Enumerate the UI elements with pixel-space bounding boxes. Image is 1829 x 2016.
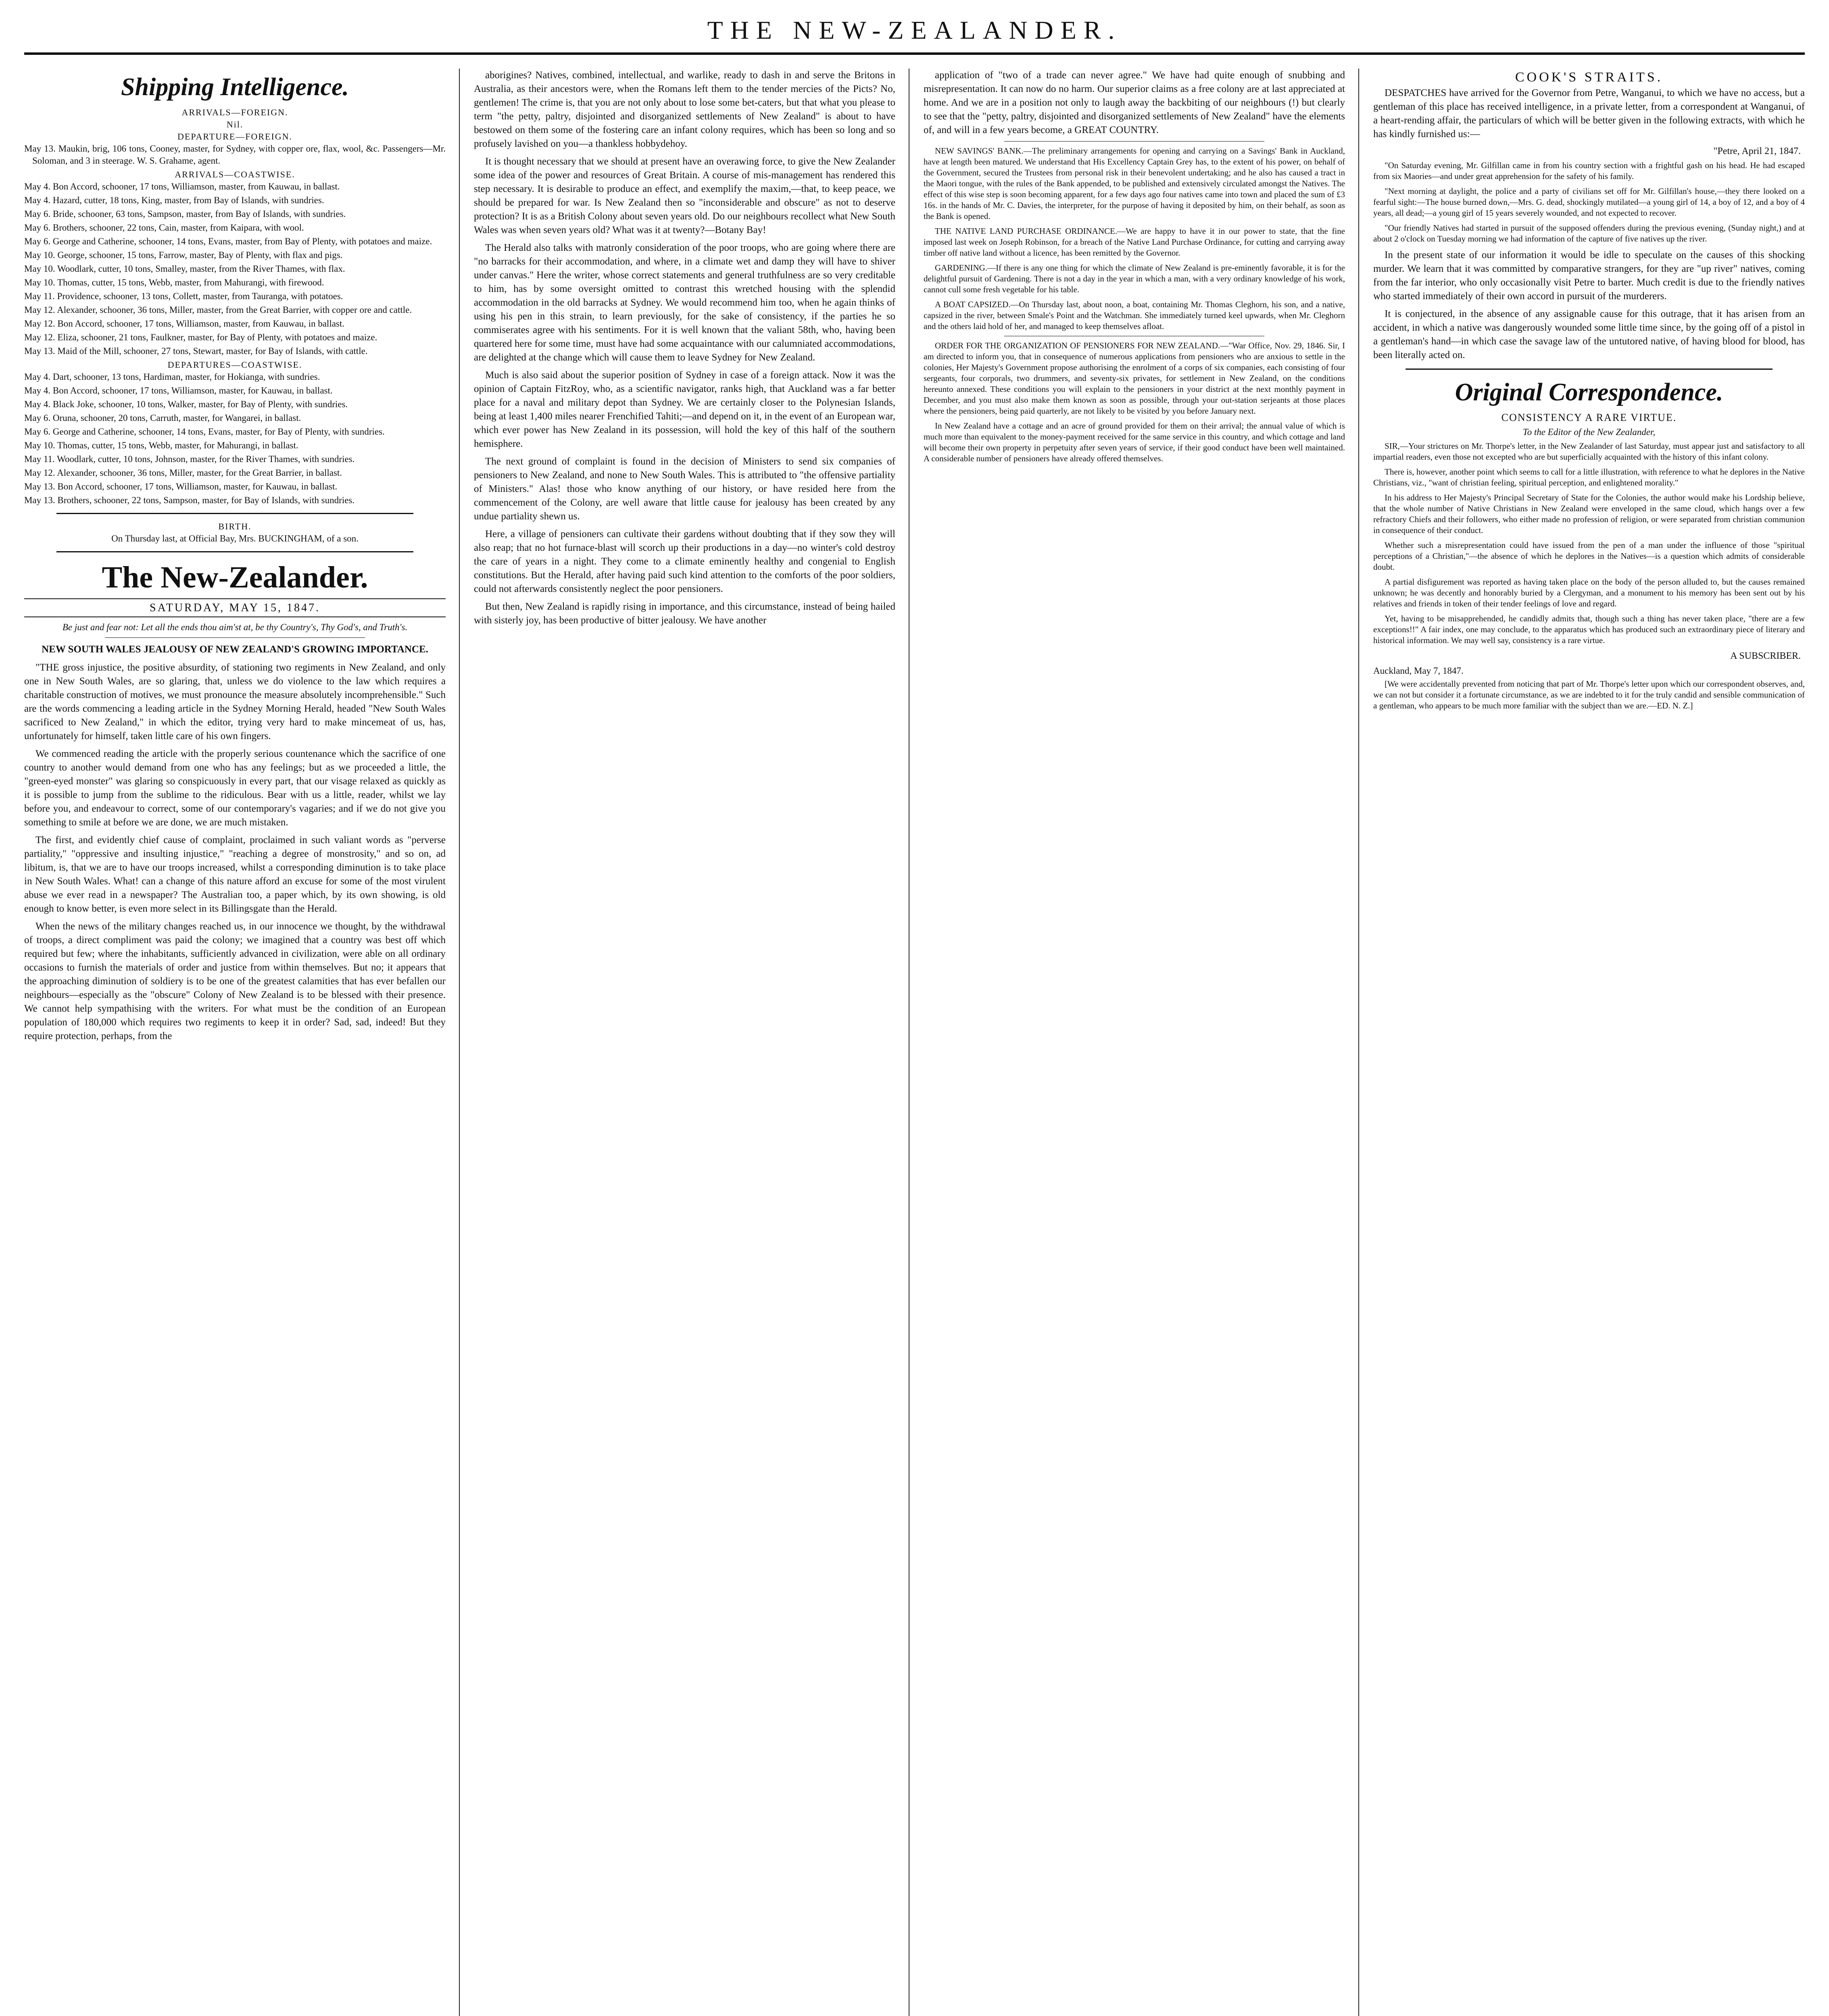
birth-heading: BIRTH. <box>218 521 252 531</box>
list-item: May 6. George and Catherine, schooner, 14 tons, Evans, master, for Bay of Plenty, with sundries. <box>24 427 385 437</box>
article-paragraph: The first, and evidently chief cause of complaint, proclaimed in such valiant words as "perverse partiality," "oppressive and insulting injustice," "reaching a degree of monstrosity," and so on, ad libitum, is, that we are to have our troops increased, whilst a corresponding diminution is to take place in New South Wales. What! can a change of this nature afford an excuse for some of the most virulent abuse we ever read in a newspaper? The Australian too, a paper which, by its own showing, is old enough to know better, is even more select in its Billingsgate than the Herald. <box>24 835 446 914</box>
article-paragraph: aborigines? Natives, combined, intellectual, and warlike, ready to dash in and serve the Britons in Australia, as their ancestors were, when the Romans left them to the tender mercies of the Picts? No, gentlemen! The crime is, that you are not only about to lose some bet-caters, but that what you please to term "the petty, paltry, disjointed and disorganized settlements of New Zealand" is about to have bestowed on them some of the fostering care an infant colony requires, which has been so long and so profusely lavished on you—a thankless hobbydehoy. <box>474 70 895 149</box>
letter-paragraph: Yet, having to be misapprehended, he candidly admits that, though such a thing has never taken place, "there are a few exceptions!!" A fair index, one may conclude, to the apparatus which has produced such an extraordinary piece of literary and historical information. We may well say, consistency is a rare virtue. <box>1373 614 1805 645</box>
list-item: May 11. Providence, schooner, 13 tons, Collett, master, from Tauranga, with potatoes. <box>24 291 343 301</box>
article-paragraph: In the present state of our information it would be idle to speculate on the causes of this shocking murder. We learn that it was committed by comparative strangers, for they are "up river" natives, coming from the far interior, who only occasionally visit Petre to barter. Much credit is due to the friendly natives who started immediately of their own accord in pursuit of the murderers. <box>1373 250 1805 302</box>
list-item: May 10. Thomas, cutter, 15 tons, Webb, master, from Mahurangi, with firewood. <box>24 277 324 287</box>
list-item: May 12. Bon Accord, schooner, 17 tons, Williamson, master, from Kauwau, in ballast. <box>24 319 345 329</box>
letter-paragraph: SIR,—Your strictures on Mr. Thorpe's letter, in the New Zealander of last Saturday, must appear just and satisfactory to all impartial readers, even those not excepted who are but superficially acquainted with the history of this infant colony. <box>1373 441 1805 462</box>
article-paragraph: The next ground of complaint is found in the decision of Ministers to send six companies of pensioners to New Zealand, and none to New South Wales. This is attributed to "the offensive partiality of Ministers." Alas! those who know anything of our history, or have resided here from the commencement of the Colony, are well aware that little cause for jealousy has been created by any undue partiality shewn us. <box>474 456 895 522</box>
article-headline: NEW SOUTH WALES JEALOUSY OF NEW ZEALAND'S GROWING IMPORTANCE. <box>42 644 428 655</box>
article-paragraph: application of "two of a trade can never agree." We have had quite enough of snubbing and misrepresentation. It can now do no harm. Our superior claims as a free colony are at last appreciated at home. And we are in a position not only to laugh away the backbiting of our neighbours (!) but clearly to see that the "petty, paltry, disjointed and disorganized settlements of New Zealand" have the elements of, and will in a few years become, a GREAT COUNTRY. <box>924 70 1345 135</box>
list-item: May 10. George, schooner, 15 tons, Farrow, master, Bay of Plenty, with flax and pigs. <box>24 250 343 260</box>
list-item: May 11. Woodlark, cutter, 10 tons, Johnson, master, for the River Thames, with sundries. <box>24 454 355 464</box>
shipping-heading: Shipping Intelligence. <box>121 73 349 101</box>
paper-title: The New-Zealander. <box>102 560 368 594</box>
column-rule <box>1358 69 1359 2016</box>
departures-coastwise-heading: DEPARTURES—COASTWISE. <box>167 360 302 370</box>
departure-entry: May 13. Maukin, brig, 106 tons, Cooney, master, for Sydney, with copper ore, flax, wool, &c. Passengers—Mr. Soloman, and 3 in steerage. W. S. Grahame, agent. <box>24 144 446 166</box>
letter-headline: CONSISTENCY A RARE VIRTUE. <box>1501 412 1677 423</box>
divider <box>1406 369 1773 370</box>
letter-signature: A SUBSCRIBER. <box>1730 651 1801 661</box>
article-paragraph: But then, New Zealand is rapidly rising in importance, and this circumstance, instead of being hailed with sisterly joy, has been productive of bitter jealousy. We have another <box>474 601 895 626</box>
departure-foreign-heading: DEPARTURE—FOREIGN. <box>177 131 293 142</box>
cook-straits-heading: COOK'S STRAITS. <box>1515 70 1663 85</box>
article-paragraph: Here, a village of pensioners can cultivate their gardens without doubting that if they sow they will also reap; that no hot furnace-blast will scorch up their productions in a day—no winter's cold destroy the care of years in a night. They come to a climate eminently healthy and congenial to English constitutions. But the Herald, after having paid such kind attention to the comforts of the poor soldiers, could not afterwards consistently neglect the poor pensioners. <box>474 529 895 594</box>
list-item: May 10. Thomas, cutter, 15 tons, Webb, master, for Mahurangi, in ballast. <box>24 440 298 450</box>
editor-note: [We were accidentally prevented from noticing that part of Mr. Thorpe's letter upon which our correspondent observes, and, we can not but consider it a fortunate circumstance, as we are indebted to it for the truly candid and sensible communication of a gentleman, who appears to be much more familiar with the subject than we are.—ED. N. Z.] <box>1373 679 1805 710</box>
list-item: May 13. Maid of the Mill, schooner, 27 tons, Stewart, master, for Bay of Islands, with cattle. <box>24 346 368 356</box>
divider <box>56 513 413 514</box>
list-item: May 12. Alexander, schooner, 36 tons, Miller, master, for the Great Barrier, in ballast. <box>24 468 342 478</box>
letter-paragraph: In his address to Her Majesty's Principal Secretary of State for the Colonies, the author would make his Lordship believe, that the whole number of Native Christians in New Zealand were enveloped in the same cloud, which hangs over a few refractory Chiefs and their followers, who either made no profession of religion, or were separated from christian communion in consequence of their conduct. <box>1373 493 1805 535</box>
list-item: May 4. Bon Accord, schooner, 17 tons, Williamson, master, from Kauwau, in ballast. <box>24 181 340 192</box>
column-2 <box>474 69 895 2016</box>
divider <box>1004 141 1264 142</box>
letter-paragraph: "Our friendly Natives had started in pursuit of the supposed offenders during the previous evening, (Sunday night,) and at about 2 o'clock on Tuesday morning we had information of the capture of five natives up the river. <box>1373 223 1805 244</box>
article-paragraph: When the news of the military changes reached us, in our innocence we thought, by the withdrawal of troops, a direct compliment was paid the colony; we imagined that a country was best off which required but few; where the inhabitants, sufficiently advanced in civilization, were able on all ordinary occasions to furnish the materials of order and justice from within themselves. But no; it appears that the approaching diminution of soldiery is to be one of the greatest calamities that has ever befallen our neighbours—especially as the "obscure" Colony of New Zealand is to be blessed with their presence. We cannot help sympathising with the writers. For what must be the condition of an European population of 180,000 which requires two regiments to keep it in order? Sad, sad, indeed! But they require protection, perhaps, from the <box>24 921 446 1041</box>
motto: Be just and fear not: Let all the ends thou aim'st at, be thy Country's, Thy God's, and Truth's. <box>62 622 408 632</box>
article-paragraph: It is conjectured, in the absence of any assignable cause for this outrage, that it has arisen from an accident, in which a native was dangerously wounded some little time since, by the going off of a pistol in a gentleman's hand—in which case the savage law of the untutored native, of having blood for blood, has been literally acted on. <box>1373 308 1805 360</box>
issue-date: SATURDAY, MAY 15, 1847. <box>24 598 446 617</box>
article-paragraph: "THE gross injustice, the positive absurdity, of stationing two regiments in New Zealand, and only one in New South Wales, are so glaring, that, unless we do violence to the law which requires a charitable construction of motives, we must pronounce the measure absolutely incomprehensible." Such are the words commencing a leading article in the Sydney Morning Herald, headed "New South Wales sacrificed to New Zealand," in which the editor, trying very hard to make mincemeat of us, has, unfortunately for himself, taken little care of his own fingers. <box>24 662 446 741</box>
news-item: NEW SAVINGS' BANK.—The preliminary arrangements for opening and carrying on a Savings' Bank in Auckland, have at length been matured. We understand that His Excellency Captain Grey has, to the extent of his power, on behalf of the Government, secured the Trustees from personal risk in their benevolent undertaking; and he also has caused a tract in the Maori tongue, with the rules of the Bank appended, to be published and extensively circulated amongst the Natives. The effect of this wise step is soon becoming apparent, for a few days ago four natives came into town and placed the sum of £3 16s. in the hands of Mr. C. Davies, the interpreter, for the purpose of having it deposited by him, on their behalf, as soon as the Bank is opened. <box>924 146 1345 221</box>
news-item: A BOAT CAPSIZED.—On Thursday last, about noon, a boat, containing Mr. Thomas Cleghorn, his son, and a native, capsized in the river, between Smale's Point and the Watchman. She immediately turned keel upwards, when Mr. Cleghorn and the others laid hold of her, and managed to keep themselves afloat. <box>924 300 1345 331</box>
nil-text: Nil. <box>226 119 244 129</box>
letter-paragraph: Whether such a misrepresentation could have issued from the pen of a man under the influence of those "spiritual perceptions of a Christian,"—the absence of which he deplores in the Natives—is a question which admits of considerable doubt. <box>1373 540 1805 572</box>
article-paragraph: Much is also said about the superior position of Sydney in case of a foreign attack. Now it was the opinion of Captain FitzRoy, who, as a scientific navigator, ranks high, that Auckland was a far better place for a naval and military depot than Sydney. We are certainly closer to the Polynesian Islands, being at least 1,400 miles nearer Frenchified Tahiti;—and depend on it, in the event of an European war, which ever power has New Zealand in its possession, will hold the key of this half of the southern hemisphere. <box>474 370 895 449</box>
list-item: May 6. George and Catherine, schooner, 14 tons, Evans, master, from Bay of Plenty, with potatoes and maize. <box>24 236 432 246</box>
arrivals-list <box>24 181 446 357</box>
list-item: May 6. Brothers, schooner, 22 tons, Cain, master, from Kaipara, with wool. <box>24 223 304 233</box>
article-paragraph: We commenced reading the article with the properly serious countenance which the sacrifice of one country to another would demand from one who has any feelings; but as we proceeded a little, the "green-eyed monster" was glaring so conspicuously in every part, that our visage relaxed as quickly as it is possible to jump from the sublime to the ridiculous. Bear with us a little, reader, whilst we lay before you, and endeavour to correct, some of our contemporary's vagaries; and if we do not give you something to smile at before we are done, we are much mistaken. <box>24 748 446 828</box>
column-1 <box>24 69 446 2016</box>
news-item: THE NATIVE LAND PURCHASE ORDINANCE.—We are happy to have it in our power to state, that the fine imposed last week on Joseph Robinson, for a breach of the Native Land Purchase Ordinance, for cutting and carrying away timber off native land without a licence, has been remitted by the Governor. <box>924 226 1345 258</box>
list-item: May 12. Eliza, schooner, 21 tons, Faulkner, master, for Bay of Plenty, with potatoes and maize. <box>24 332 377 342</box>
list-item: May 6. Oruna, schooner, 20 tons, Carruth, master, for Wangarei, in ballast. <box>24 413 301 423</box>
list-item: May 12. Alexander, schooner, 36 tons, Miller, master, from the Great Barrier, with copper ore and cattle. <box>24 305 412 315</box>
letter-paragraph: A partial disfigurement was reported as having taken place on the body of the person alluded to, but the causes remained unknown; he was decently and honorably buried by a Clergyman, and a monument to his memory has been sent out by his relatives and friends in token of their tender feelings of love and regard. <box>1373 577 1805 608</box>
article-paragraph: DESPATCHES have arrived for the Governor from Petre, Wanganui, to which we have no access, but a gentleman of this place has received intelligence, in a private letter, from a correspondent at Wanganui, of a heart-rending affair, the particulars of which will be better given in the following extracts, with which he has kindly furnished us:— <box>1373 87 1805 140</box>
letter-paragraph: There is, however, another point which seems to call for a little illustration, with reference to what he deplores in the Native Christians, viz., "want of christian feeling, spiritual perception, and enlightened morality." <box>1373 467 1805 487</box>
list-item: May 4. Black Joke, schooner, 10 tons, Walker, master, for Bay of Plenty, with sundries. <box>24 399 348 409</box>
letter-salutation: To the Editor of the New Zealander, <box>1522 427 1656 437</box>
article-paragraph: The Herald also talks with matronly consideration of the poor troops, who are going where there are "no barracks for their accommodation, and where, in a climate wet and damp they will have to shiver under canvas." Here the writer, whose correct statements and general truthfulness are so very creditable to him, has by some oversight omitted to contrast this wretched housing with the splendid accommodation in the old barracks at Sydney. We would recommend him too, when he again thinks of using his pen in this strain, to learn previously, for the sake of consistency, if the parties he so commiserates agree with his sentiments. For it is well known that the valiant 58th, who, having been quartered here for some time, must have had some acquaintance with our calumniated accommodations, are delighted at the change which will cause them to leave Sydney for New Zealand. <box>474 242 895 363</box>
column-rule <box>459 69 460 2016</box>
list-item: May 4. Bon Accord, schooner, 17 tons, Williamson, master, for Kauwau, in ballast. <box>24 385 333 396</box>
letter-place-date: Auckland, May 7, 1847. <box>1373 666 1464 676</box>
arrivals-foreign-heading: ARRIVALS—FOREIGN. <box>181 107 288 117</box>
departures-list <box>24 371 446 506</box>
list-item: May 6. Bride, schooner, 63 tons, Sampson, master, from Bay of Islands, with sundries. <box>24 209 346 219</box>
list-item: May 13. Brothers, schooner, 22 tons, Sampson, master, for Bay of Islands, with sundries. <box>24 495 355 505</box>
news-item: In New Zealand have a cottage and an acre of ground provided for them on their arrival; the annual value of which is much more than equivalent to the money-payment received for the same service in this country, and which cottage and land will become their own property in perpetuity after seven years of service, if their good conduct have been well maintained. A considerable number of pensioners have already offered themselves. <box>924 421 1345 463</box>
letter-dateline: "Petre, April 21, 1847. <box>1713 146 1801 156</box>
list-item: May 4. Hazard, cutter, 18 tons, King, master, from Bay of Islands, with sundries. <box>24 195 324 205</box>
list-item: May 4. Dart, schooner, 13 tons, Hardiman, master, for Hokianga, with sundries. <box>24 372 320 382</box>
divider <box>56 551 413 552</box>
column-3 <box>924 69 1345 2016</box>
letter-paragraph: "On Saturday evening, Mr. Gilfillan came in from his country section with a frightful gash on his head. He had escaped from six Maories—and under great apprehension for the safety of his family. <box>1373 160 1805 181</box>
news-item: GARDENING.—If there is any one thing for which the climate of New Zealand is pre-eminently favorable, it is for the delightful pursuit of Gardening. There is not a day in the year in which a man, with a very ordinary knowledge of his work, cannot cull some fresh vegetable for his table. <box>924 263 1345 294</box>
divider <box>105 637 365 638</box>
masthead: THE NEW-ZEALANDER. <box>24 8 1805 55</box>
list-item: May 13. Bon Accord, schooner, 17 tons, Williamson, master, for Kauwau, in ballast. <box>24 481 338 492</box>
correspondence-heading: Original Correspondence. <box>1455 379 1723 406</box>
letter-paragraph: "Next morning at daylight, the police and a party of civilians set off for Mr. Gilfillan's house,—they there looked on a fearful sight:—The house burned down,—Mrs. G. dead, shockingly mutilated—a young girl of 14, a boy of 12, and a boy of 4 years, all dead;—a young girl of 15 years severely wounded, and not expected to recover. <box>1373 186 1805 218</box>
column-4 <box>1373 69 1805 2016</box>
arrivals-coastwise-heading: ARRIVALS—COASTWISE. <box>175 169 295 179</box>
news-item: ORDER FOR THE ORGANIZATION OF PENSIONERS FOR NEW ZEALAND.—"War Office, Nov. 29, 1846. Sir, I am directed to inform you, that in consequence of numerous applications from pensioners who are anxious to settle in the colonies, Her Majesty's Government propose authorising the enrolment of a corps of six companies, each consisting of four sergeants, four corporals, two drummers, and seventy-six privates, for settlement in New Zealand, on the conditions hereunto annexed. These conditions you will explain to the pensioners in your district at the next monthly payment in December, and you must also make them known as soon as possible, through your out-station serjeants at those places where the pensioners, being paid quarterly, are not likely to be visited by you before January next. <box>924 341 1345 416</box>
birth-notice: On Thursday last, at Official Bay, Mrs. BUCKINGHAM, of a son. <box>111 533 359 544</box>
list-item: May 10. Woodlark, cutter, 10 tons, Smalley, master, from the River Thames, with flax. <box>24 264 345 274</box>
article-paragraph: It is thought necessary that we should at present have an overawing force, to give the New Zealander some idea of the power and resources of Great Britain. A course of mis-management has rendered this step necessary. It is desirable to produce an effect, and exemplify the maxim,—that, to keep peace, we should be prepared for war. Is New Zealand then so "inconsiderable and obscure" as not to deserve protection? It is as a British Colony about seven years old. Do our neighbours recollect what New South Wales was when seven years old? What was it at twenty?—Botany Bay! <box>474 156 895 235</box>
